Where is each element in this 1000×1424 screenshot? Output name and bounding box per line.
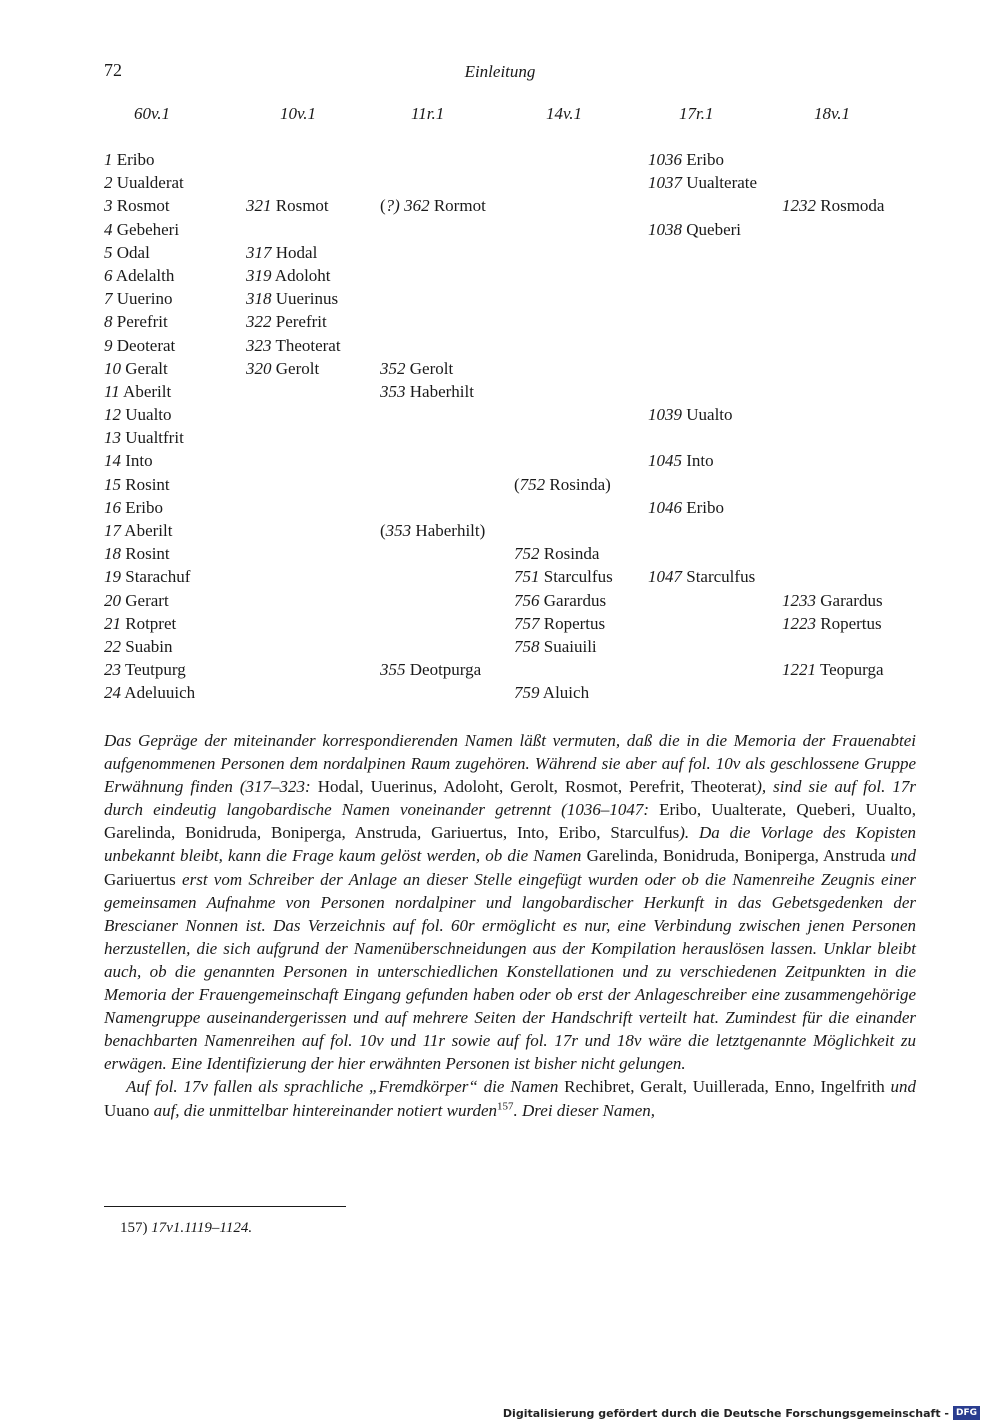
- name-list-segment: Eribo, Uualterate, Queberi, Uualto, Garelinda, Bonidruda, Boniperga, Anstruda, Gariuertus, Into, Eribo, Starculfus: [104, 800, 916, 843]
- entry-number: 24: [104, 683, 121, 703]
- entry-name: Gerolt: [405, 358, 454, 378]
- table-cell: [104, 403, 172, 426]
- entry-name: Odal: [112, 242, 150, 262]
- entry-number: 353: [380, 381, 406, 401]
- entry-name: Garardus: [539, 590, 607, 610]
- table-cell: [104, 681, 195, 704]
- table-cell: [246, 264, 331, 287]
- entry-number: 13: [104, 428, 121, 448]
- table-cell: [648, 218, 741, 241]
- entry-name: Uualto: [682, 405, 733, 425]
- table-cell: [246, 287, 338, 310]
- entry-number: 1223: [782, 613, 816, 633]
- table-cell: [104, 589, 169, 612]
- table-cell: [648, 565, 755, 588]
- entry-number: 319: [246, 265, 272, 285]
- text-segment: auf, die unmittelbar hintereinander notiert wurden: [149, 1100, 498, 1120]
- entry-name: Eribo: [112, 150, 155, 169]
- name-list-segment: Rechibret, Geralt, Uuillerada, Enno, Ingelfrith: [564, 1077, 885, 1097]
- entry-name: Eribo: [682, 150, 725, 169]
- entry-name: Eribo: [682, 497, 725, 517]
- entry-name: Gebeheri: [112, 219, 180, 239]
- table-cell: [104, 565, 190, 588]
- entry-name: Uualtfrit: [121, 428, 184, 448]
- table-cell: [782, 194, 884, 217]
- entry-name: Rotpret: [121, 613, 177, 633]
- table-cell: [380, 194, 486, 217]
- entry-name: Teopurga: [816, 660, 884, 680]
- table-cell: [514, 635, 597, 658]
- page-number: 72: [104, 60, 122, 80]
- entry-number: 352: [380, 358, 406, 378]
- table-cell: [104, 426, 184, 449]
- text-segment: und: [884, 1077, 917, 1097]
- table-row: [0, 635, 1000, 658]
- dfg-logo: DFG: [953, 1406, 980, 1420]
- entry-number: 7: [104, 289, 113, 309]
- table-cell: [104, 658, 186, 681]
- table-cell: [104, 334, 175, 357]
- entry-number: 6: [104, 265, 113, 285]
- entry-number: 758: [514, 636, 540, 656]
- table-row: [0, 357, 1000, 380]
- entry-number: 18: [104, 544, 121, 564]
- table-cell: [782, 589, 883, 612]
- credit-text: Digitalisierung gefördert durch die Deutsche Forschungsgemeinschaft -: [502, 1406, 949, 1420]
- entry-name: Perefrit: [271, 312, 327, 332]
- table-cell: [514, 589, 606, 612]
- table-cell: [246, 241, 317, 264]
- table-cell: [104, 287, 172, 310]
- table-cell: [782, 612, 882, 635]
- table-row: [0, 589, 1000, 612]
- cell-paren: (: [514, 474, 520, 494]
- running-title: Einleitung: [464, 62, 536, 81]
- entry-number: 17: [104, 521, 121, 540]
- entry-number: 1: [104, 150, 113, 169]
- entry-number: 14: [104, 451, 121, 471]
- entry-name: Suaiuili: [539, 636, 597, 656]
- body-text: [104, 729, 916, 1122]
- entry-name: Aluich: [539, 683, 590, 703]
- entry-number: 353: [385, 521, 412, 540]
- entry-number: 1047: [648, 567, 682, 587]
- entry-number: 19: [104, 567, 121, 587]
- table-row: [0, 681, 1000, 704]
- table-cell: [104, 194, 170, 217]
- entry-number: 320: [246, 358, 272, 378]
- footnote-reference: 157: [497, 1099, 514, 1112]
- table-cell: [104, 171, 184, 194]
- entry-name: Haberhilt: [405, 381, 474, 401]
- entry-number: 16: [104, 497, 121, 517]
- table-cell: [104, 519, 172, 542]
- entry-name: Geralt: [121, 358, 168, 378]
- entry-name: Hodal: [271, 242, 318, 262]
- text-segment: Das Gepräge der miteinander korrespondierenden Namen läßt vermuten, daß die in die Memoria der Frauenabtei aufgenommenen Personen dem nordalpinen Raum zugehören. Während sie aber auf fol. 10v als geschlossene Gruppe Erwähnung finden (317–323:: [104, 731, 916, 797]
- table-row: [0, 473, 1000, 496]
- entry-name: Teutpurg: [121, 660, 186, 680]
- entry-name: Queberi: [682, 219, 742, 239]
- footnote-number: 157): [120, 1220, 148, 1236]
- entry-number: 759: [514, 683, 540, 703]
- table-cell: [104, 148, 155, 171]
- entry-number: 22: [104, 636, 121, 656]
- table-row: [0, 334, 1000, 357]
- entry-number: 757: [514, 613, 540, 633]
- entry-number: 323: [246, 335, 272, 355]
- entry-name: Ropertus: [816, 613, 882, 633]
- entry-name: Aberilt: [119, 381, 172, 401]
- table-cell: [246, 357, 319, 380]
- entry-number: 1233: [782, 590, 816, 610]
- entry-number: 752: [514, 544, 540, 564]
- entry-name: Uuerinus: [271, 289, 339, 309]
- table-cell: [246, 310, 327, 333]
- table-cell: [104, 241, 150, 264]
- table-cell: [648, 148, 724, 171]
- text-segment: ). Da die Vorlage des Kopisten unbekannt bleibt, kann die Frage kaum gelöst werden, ob die Namen: [104, 823, 916, 866]
- entry-name: Starculfus: [539, 567, 613, 587]
- entry-number: 355: [380, 660, 406, 680]
- text-segment: und: [885, 846, 917, 866]
- footnote-text: 17v1.1119–1124.: [151, 1220, 253, 1236]
- table-row: [0, 264, 1000, 287]
- table-cell: [104, 310, 168, 333]
- entry-name: Rosmoda: [816, 196, 885, 216]
- table-cell: [104, 449, 153, 472]
- entry-number: 1045: [648, 451, 682, 471]
- table-row: [0, 194, 1000, 217]
- entry-name: Garardus: [816, 590, 883, 610]
- table-cell: [104, 380, 171, 403]
- paragraph: [104, 729, 916, 1075]
- table-row: [0, 380, 1000, 403]
- entry-name: Perefrit: [112, 312, 168, 332]
- entry-name: Adoloht: [271, 265, 331, 285]
- table-cell: [246, 194, 329, 217]
- table-cell: [782, 658, 884, 681]
- table-row: [0, 403, 1000, 426]
- table-cell: [514, 612, 605, 635]
- entry-number: 1221: [782, 660, 816, 680]
- table-cell: [104, 473, 170, 496]
- entry-name: Uuerino: [112, 289, 173, 309]
- table-row: [0, 519, 1000, 542]
- name-list-segment: Garelinda, Bonidruda, Boniperga, Anstruda: [586, 846, 886, 866]
- footnote: [120, 1220, 252, 1237]
- digitization-credit: [503, 1406, 980, 1420]
- entry-number: 1037: [648, 173, 682, 193]
- entry-name: Rormot: [429, 196, 486, 216]
- cell-paren: (: [380, 521, 386, 540]
- cell-paren: (: [380, 196, 386, 216]
- table-cell: [648, 496, 724, 519]
- entry-number: 1039: [648, 405, 682, 425]
- entry-number: 1038: [648, 219, 682, 239]
- text-segment: erst vom Schreiber der Anlage an dieser Stelle eingefügt wurden oder ob die Namenreihe Zeugnis einer gemeinsamen Aufnahme von Personen nordalpiner und langobardischer Herkunft in das Gebetsgedenken der Brescianer Nonnen ist. Das Verzeichnis auf fol. 60r ermöglicht es nur, eine Verbindung zwischen jenen Personen herzustellen, die sich aufgrund der Namenüberschneidungen aus der Kompilation herauslösen lassen. Unklar bleibt auch, ob die genannten Personen in unterschiedlichen Konstellationen und zu verschiedenen Zeitpunkten in die Memoria der Frauengemeinschaft Eingang gefunden haben oder ob erst der Anlageschreiber eine zusammengehörige Namengruppe auseinandergerissen und auf mehrere Seiten der Handschrift verteilt hat. Zumindest für die einander benachbarten Namenreihen auf fol. 10v und 11r sowie auf fol. 17r und 18v wäre die letztgenannte Möglichkeit zu erwägen. Eine Identifizierung der hier erwähnten Personen ist bisher nicht gelungen.: [104, 869, 916, 1074]
- table-row: [0, 171, 1000, 194]
- table-row: [0, 310, 1000, 333]
- table-cell: [380, 357, 453, 380]
- table-cell: [104, 357, 168, 380]
- entry-name: Adelalth: [112, 265, 175, 285]
- entry-name: Starculfus: [682, 567, 756, 587]
- entry-number: 8: [104, 312, 113, 332]
- entry-name: Adeluuich: [121, 683, 196, 703]
- entry-number: 2: [104, 173, 113, 193]
- text-segment: . Drei dieser Namen,: [513, 1100, 656, 1120]
- entry-number: 12: [104, 405, 121, 425]
- entry-number: 21: [104, 613, 121, 633]
- table-cell: [104, 496, 163, 519]
- table-row: [0, 496, 1000, 519]
- column-header-17r: 17r.1: [679, 104, 714, 123]
- column-header-14v: 14v.1: [546, 104, 583, 123]
- entry-name: Rosint: [121, 544, 170, 564]
- entry-number: 1232: [782, 196, 816, 216]
- column-header-18v: 18v.1: [814, 104, 851, 123]
- entry-number: 317: [246, 242, 272, 262]
- entry-name: Uualto: [121, 405, 172, 425]
- table-cell: [104, 542, 170, 565]
- footnote-rule: [104, 1206, 346, 1207]
- table-cell: [380, 658, 481, 681]
- table-cell: [514, 473, 611, 496]
- table-row: [0, 542, 1000, 565]
- entry-name: Deotpurga: [405, 660, 482, 680]
- entry-number: 11: [104, 381, 120, 401]
- entry-name: Eribo: [121, 497, 164, 517]
- column-header-11r: 11r.1: [411, 104, 445, 123]
- table-row: [0, 426, 1000, 449]
- column-header-60v: 60v.1: [134, 104, 171, 123]
- table-row: [0, 218, 1000, 241]
- table-cell: [104, 218, 179, 241]
- entry-name: Rosinda: [539, 544, 600, 564]
- table-cell: [380, 519, 485, 542]
- name-list-segment: Hodal, Uuerinus, Adoloht, Gerolt, Rosmot, Perefrit, Theoterat: [317, 777, 757, 797]
- table-cell: [104, 635, 172, 658]
- table-row: [0, 148, 1000, 171]
- entry-name: Aberilt: [121, 521, 173, 540]
- entry-name: Starachuf: [121, 567, 191, 587]
- entry-name: Into: [682, 451, 714, 471]
- entry-name: Uualterate: [682, 173, 758, 193]
- entry-number: 9: [104, 335, 113, 355]
- entry-name: Rosmot: [112, 196, 170, 216]
- table-row: [0, 565, 1000, 588]
- entry-number: 4: [104, 219, 113, 239]
- entry-name: Suabin: [121, 636, 173, 656]
- entry-number: 756: [514, 590, 540, 610]
- entry-number: 23: [104, 660, 121, 680]
- entry-name: Into: [121, 451, 153, 471]
- column-header-10v: 10v.1: [280, 104, 317, 123]
- entry-number: 5: [104, 242, 113, 262]
- entry-number: 20: [104, 590, 121, 610]
- entry-name: Theoterat: [271, 335, 341, 355]
- entry-number: 3: [104, 196, 113, 216]
- table-row: [0, 287, 1000, 310]
- entry-name: Uualderat: [112, 173, 184, 193]
- entry-number: 10: [104, 358, 121, 378]
- table-row: [0, 658, 1000, 681]
- entry-number: 318: [246, 289, 272, 309]
- name-list-segment: Uuano: [104, 1100, 150, 1120]
- entry-name: Deoterat: [112, 335, 176, 355]
- table-cell: [246, 334, 341, 357]
- name-list-segment: Gariuertus: [104, 869, 176, 889]
- table-cell: [648, 403, 733, 426]
- entry-number: 322: [246, 312, 272, 332]
- entry-name: Ropertus: [539, 613, 606, 633]
- entry-name: Rosint: [121, 474, 170, 494]
- entry-number: 321: [246, 196, 272, 216]
- entry-name: Gerolt: [271, 358, 320, 378]
- table-cell: [380, 380, 474, 403]
- name-concordance-table: [0, 148, 1000, 705]
- entry-name: Gerart: [121, 590, 169, 610]
- entry-number: 15: [104, 474, 121, 494]
- entry-number: 752: [519, 474, 546, 494]
- table-cell: [648, 171, 757, 194]
- table-cell: [514, 565, 613, 588]
- table-row: [0, 612, 1000, 635]
- table-row: [0, 241, 1000, 264]
- table-row: [0, 449, 1000, 472]
- entry-name: Haberhilt): [411, 521, 486, 540]
- entry-name: Rosmot: [271, 196, 329, 216]
- entry-number: 1046: [648, 497, 682, 517]
- text-segment: Auf fol. 17v fallen als sprachliche „Fremdkörper“ die Namen: [126, 1077, 565, 1097]
- table-cell: [104, 612, 176, 635]
- entry-name: Rosinda): [545, 474, 611, 494]
- text-segment: ), sind sie auf fol. 17r durch eindeutig langobardische Namen voneinander getrennt (1036–1047:: [104, 777, 917, 820]
- table-cell: [104, 264, 174, 287]
- table-cell: [514, 542, 599, 565]
- entry-number: ?) 362: [385, 196, 430, 216]
- table-cell: [514, 681, 589, 704]
- entry-number: 751: [514, 567, 540, 587]
- table-cell: [648, 449, 714, 472]
- entry-number: 1036: [648, 150, 682, 169]
- paragraph: [104, 1075, 916, 1121]
